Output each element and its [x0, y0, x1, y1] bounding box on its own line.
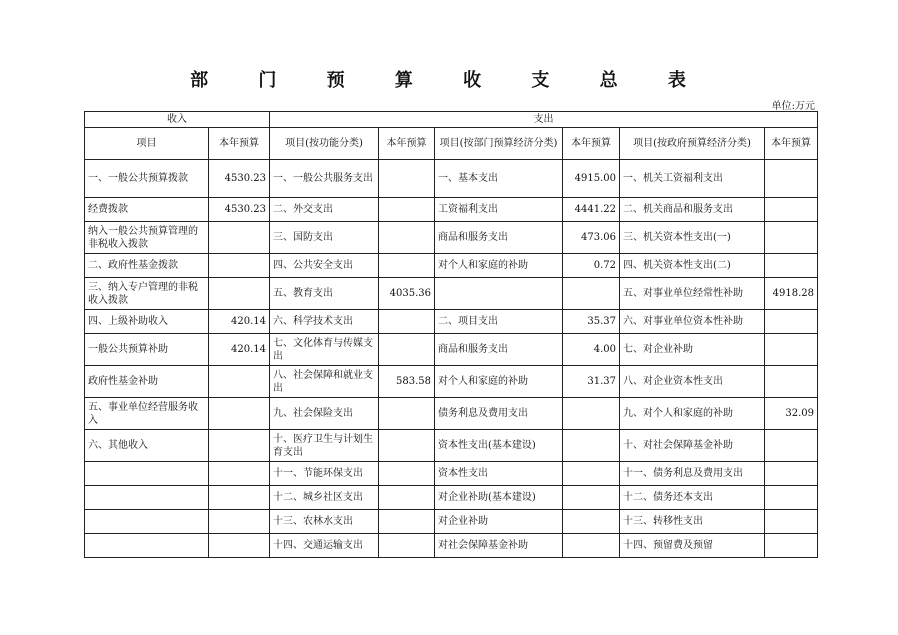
- item-cell: 六、科学技术支出: [270, 310, 379, 334]
- amount-cell: 4035.36: [379, 278, 435, 310]
- amount-cell: [765, 334, 818, 366]
- item-cell: 债务利息及费用支出: [435, 398, 563, 430]
- item-cell: 资本性支出: [435, 462, 563, 486]
- item-cell: 六、对事业单位资本性补助: [620, 310, 765, 334]
- item-cell: 四、公共安全支出: [270, 254, 379, 278]
- amount-cell: [209, 486, 270, 510]
- amount-cell: [765, 222, 818, 254]
- header-group-row: [85, 112, 818, 128]
- amount-cell: [563, 278, 620, 310]
- item-cell: 七、对企业补助: [620, 334, 765, 366]
- table-row: [85, 198, 818, 222]
- item-cell: 商品和服务支出: [435, 222, 563, 254]
- amount-cell: [563, 462, 620, 486]
- item-cell: 三、纳入专户管理的非税收入拨款: [85, 278, 209, 310]
- item-cell: 四、上级补助收入: [85, 310, 209, 334]
- item-cell: 五、对事业单位经常性补助: [620, 278, 765, 310]
- item-cell: 十四、预留费及预留: [620, 534, 765, 558]
- item-cell: 经费拨款: [85, 198, 209, 222]
- item-cell: 对社会保障基金补助: [435, 534, 563, 558]
- amount-cell: [765, 198, 818, 222]
- col-header: 项目(按政府预算经济分类): [620, 128, 765, 160]
- item-cell: 一、基本支出: [435, 160, 563, 198]
- table-row: [85, 398, 818, 430]
- amount-cell: [379, 430, 435, 462]
- amount-cell: [765, 510, 818, 534]
- table-row: [85, 278, 818, 310]
- amount-cell: [209, 254, 270, 278]
- col-header: 项目: [85, 128, 209, 160]
- amount-cell: [379, 310, 435, 334]
- table-row: [85, 486, 818, 510]
- item-cell: 二、项目支出: [435, 310, 563, 334]
- item-cell: 二、机关商品和服务支出: [620, 198, 765, 222]
- item-cell: 十一、节能环保支出: [270, 462, 379, 486]
- amount-cell: 4.00: [563, 334, 620, 366]
- table-row: [85, 160, 818, 198]
- amount-cell: 583.58: [379, 366, 435, 398]
- item-cell: 十、医疗卫生与计划生育支出: [270, 430, 379, 462]
- item-cell: [85, 510, 209, 534]
- item-cell: 二、政府性基金拨款: [85, 254, 209, 278]
- item-cell: 对个人和家庭的补助: [435, 254, 563, 278]
- item-cell: 十三、转移性支出: [620, 510, 765, 534]
- amount-cell: [765, 430, 818, 462]
- amount-cell: [379, 160, 435, 198]
- amount-cell: 4915.00: [563, 160, 620, 198]
- table-row: [85, 510, 818, 534]
- item-cell: 一、机关工资福利支出: [620, 160, 765, 198]
- amount-cell: [209, 462, 270, 486]
- item-cell: 三、国防支出: [270, 222, 379, 254]
- amount-cell: [765, 254, 818, 278]
- amount-cell: 4530.23: [209, 160, 270, 198]
- item-cell: [435, 278, 563, 310]
- amount-cell: [379, 398, 435, 430]
- amount-cell: [209, 534, 270, 558]
- item-cell: 九、社会保险支出: [270, 398, 379, 430]
- col-header: 本年预算: [765, 128, 818, 160]
- amount-cell: [379, 222, 435, 254]
- amount-cell: 32.09: [765, 398, 818, 430]
- amount-cell: [379, 198, 435, 222]
- table-row: [85, 534, 818, 558]
- table-row: [85, 254, 818, 278]
- item-cell: [85, 462, 209, 486]
- budget-summary-table: [84, 111, 818, 558]
- amount-cell: [379, 510, 435, 534]
- col-header: 本年预算: [209, 128, 270, 160]
- amount-cell: [563, 398, 620, 430]
- amount-cell: [379, 462, 435, 486]
- column-header-row: [85, 128, 818, 160]
- item-cell: 五、教育支出: [270, 278, 379, 310]
- amount-cell: [765, 462, 818, 486]
- item-cell: 五、事业单位经营服务收入: [85, 398, 209, 430]
- amount-cell: 0.72: [563, 254, 620, 278]
- amount-cell: 31.37: [563, 366, 620, 398]
- amount-cell: [379, 334, 435, 366]
- item-cell: 商品和服务支出: [435, 334, 563, 366]
- item-cell: 九、对个人和家庭的补助: [620, 398, 765, 430]
- table-row: [85, 462, 818, 486]
- item-cell: 工资福利支出: [435, 198, 563, 222]
- table-row: [85, 222, 818, 254]
- col-header: 本年预算: [379, 128, 435, 160]
- amount-cell: [209, 278, 270, 310]
- item-cell: [85, 486, 209, 510]
- item-cell: 十一、债务利息及费用支出: [620, 462, 765, 486]
- amount-cell: [379, 254, 435, 278]
- item-cell: 十四、交通运输支出: [270, 534, 379, 558]
- table-row: [85, 430, 818, 462]
- amount-cell: 4530.23: [209, 198, 270, 222]
- item-cell: 对企业补助: [435, 510, 563, 534]
- amount-cell: 4918.28: [765, 278, 818, 310]
- amount-cell: [209, 430, 270, 462]
- amount-cell: [765, 366, 818, 398]
- col-header: 项目(按功能分类): [270, 128, 379, 160]
- amount-cell: 35.37: [563, 310, 620, 334]
- item-cell: 对个人和家庭的补助: [435, 366, 563, 398]
- col-header: 本年预算: [563, 128, 620, 160]
- amount-cell: [563, 510, 620, 534]
- item-cell: 三、机关资本性支出(一): [620, 222, 765, 254]
- amount-cell: [765, 534, 818, 558]
- item-cell: 四、机关资本性支出(二): [620, 254, 765, 278]
- item-cell: 对企业补助(基本建设): [435, 486, 563, 510]
- amount-cell: 4441.22: [563, 198, 620, 222]
- item-cell: 八、社会保障和就业支出: [270, 366, 379, 398]
- amount-cell: [563, 430, 620, 462]
- table-row: [85, 334, 818, 366]
- item-cell: 八、对企业资本性支出: [620, 366, 765, 398]
- item-cell: 资本性支出(基本建设): [435, 430, 563, 462]
- item-cell: 一、一般公共服务支出: [270, 160, 379, 198]
- amount-cell: [765, 310, 818, 334]
- unit-label: 单位:万元: [771, 101, 815, 112]
- item-cell: 十三、农林水支出: [270, 510, 379, 534]
- col-header: 项目(按部门预算经济分类): [435, 128, 563, 160]
- expense-header: 支出: [270, 112, 818, 128]
- income-header: 收入: [85, 112, 270, 128]
- amount-cell: [765, 486, 818, 510]
- amount-cell: [379, 534, 435, 558]
- amount-cell: [563, 534, 620, 558]
- table-row: [85, 310, 818, 334]
- amount-cell: [765, 160, 818, 198]
- item-cell: 一般公共预算补助: [85, 334, 209, 366]
- item-cell: 十、对社会保障基金补助: [620, 430, 765, 462]
- item-cell: [85, 534, 209, 558]
- item-cell: 七、文化体育与传媒支出: [270, 334, 379, 366]
- item-cell: 政府性基金补助: [85, 366, 209, 398]
- amount-cell: 420.14: [209, 334, 270, 366]
- amount-cell: [209, 222, 270, 254]
- table-row: [85, 366, 818, 398]
- item-cell: 十二、债务还本支出: [620, 486, 765, 510]
- amount-cell: [379, 486, 435, 510]
- amount-cell: [209, 398, 270, 430]
- amount-cell: [209, 366, 270, 398]
- amount-cell: [209, 510, 270, 534]
- item-cell: 一、一般公共预算拨款: [85, 160, 209, 198]
- item-cell: 十二、城乡社区支出: [270, 486, 379, 510]
- amount-cell: 420.14: [209, 310, 270, 334]
- item-cell: 纳入一般公共预算管理的非税收入拨款: [85, 222, 209, 254]
- page-title: 部 门 预 算 收 支 总 表: [190, 70, 708, 91]
- item-cell: 二、外交支出: [270, 198, 379, 222]
- amount-cell: 473.06: [563, 222, 620, 254]
- amount-cell: [563, 486, 620, 510]
- item-cell: 六、其他收入: [85, 430, 209, 462]
